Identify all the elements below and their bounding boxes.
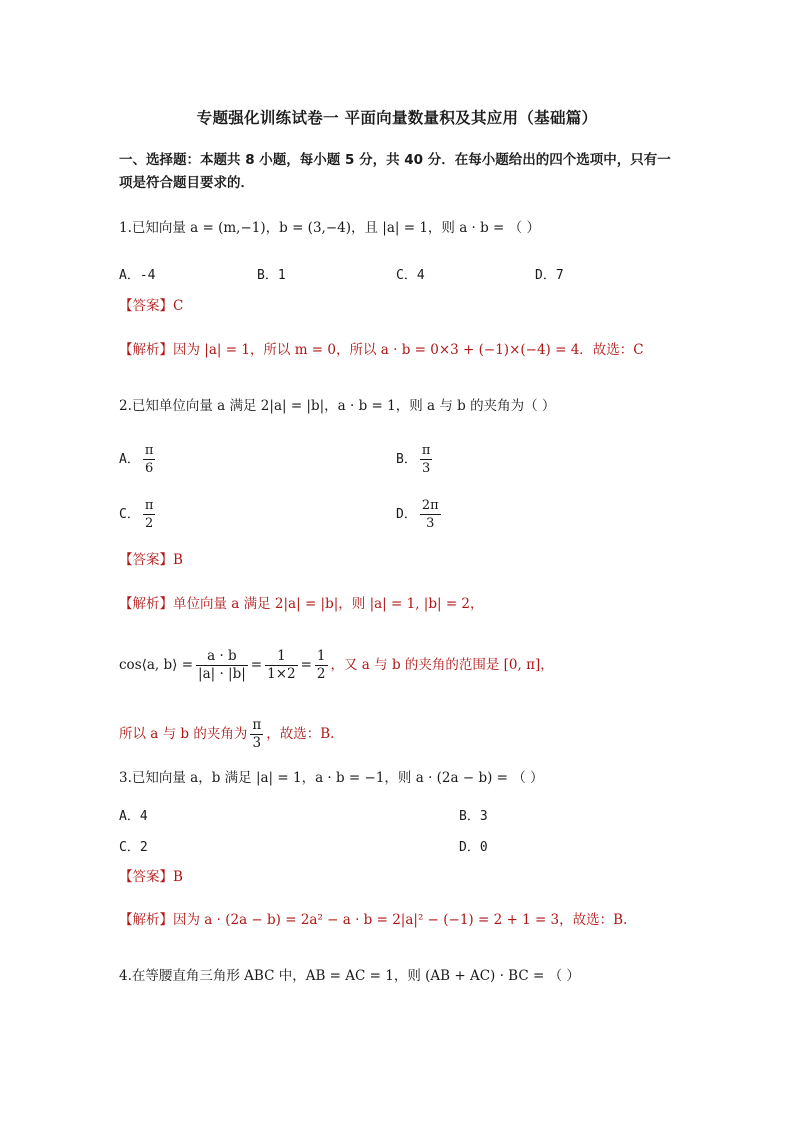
fraction-denominator: 3 bbox=[252, 735, 262, 751]
q2-option-c-label: C． bbox=[119, 507, 140, 522]
q1-answer-row bbox=[119, 296, 183, 316]
fraction-numerator: π bbox=[252, 717, 262, 733]
q1-option-b: B．1 bbox=[257, 268, 286, 283]
q4-stem: 4.在等腰直角三角形 ABC 中，AB = AC = 1，则 (AB + AC) · BC = （ ） bbox=[119, 968, 580, 984]
fraction-denominator: 2 bbox=[144, 516, 154, 531]
analysis-tag: 【解析】 bbox=[119, 596, 173, 612]
q3-option-d: D．0 bbox=[459, 840, 488, 855]
answer-tag: 【答案】 bbox=[119, 552, 173, 568]
q3-answer-row bbox=[119, 867, 183, 887]
q3-stem: 3.已知向量 a，b 满足 |a| = 1，a · b = −1，则 a · (2a − b) = （ ） bbox=[119, 770, 544, 786]
fraction-denominator: 3 bbox=[426, 516, 435, 531]
q2-stem: 2.已知单位向量 a 满足 2|a| = |b|，a · b = 1，则 a 与 b 的夹角为（ ） bbox=[119, 398, 556, 414]
fraction-numerator: π bbox=[421, 443, 431, 458]
q2-answer: B bbox=[173, 552, 183, 568]
fraction-denominator: 2 bbox=[316, 666, 326, 682]
q2-option-c-fraction bbox=[143, 497, 156, 532]
q2-option-b bbox=[396, 442, 435, 477]
fraction-numerator: 1 bbox=[316, 648, 326, 664]
q2-option-d-label: D． bbox=[396, 507, 417, 522]
fraction-numerator: 2π bbox=[421, 498, 439, 513]
q2-cos-expression: cos⟨a, b⟩ = bbox=[119, 657, 194, 673]
q1-analysis: 因为 |a| = 1，所以 m = 0，所以 a · b = 0×3 + (−1)×(−4) = 4．故选：C bbox=[173, 342, 644, 358]
page-title: 专题强化训练试卷一 平面向量数量积及其应用（基础篇） bbox=[196, 109, 598, 127]
equals-sign: = bbox=[300, 657, 312, 673]
analysis-tag: 【解析】 bbox=[119, 912, 173, 928]
fraction-denominator: 1×2 bbox=[267, 666, 296, 682]
q2-option-c bbox=[119, 497, 158, 532]
q2-analysis-row-2 bbox=[119, 648, 554, 683]
q2-fraction-pi-over-three bbox=[250, 717, 263, 752]
section-instructions-line2: 项是符合题目要求的． bbox=[119, 175, 254, 191]
q3-option-a: A．4 bbox=[119, 809, 148, 824]
fraction-numerator: 1 bbox=[265, 648, 298, 666]
q1-option-c: C．4 bbox=[396, 268, 425, 283]
q2-analysis-range: ，又 a 与 b 的夹角的范围是 [0, π]， bbox=[330, 657, 554, 673]
q2-option-a-fraction bbox=[143, 442, 156, 477]
q2-analysis-choice: ，故选：B. bbox=[266, 726, 335, 742]
fraction-denominator: 6 bbox=[144, 461, 154, 476]
q2-option-d-fraction bbox=[420, 497, 441, 532]
equals-sign: = bbox=[250, 657, 263, 673]
q2-option-b-fraction bbox=[420, 442, 433, 477]
q2-fraction-one-over-two-product bbox=[265, 648, 298, 683]
q2-analysis-row-1 bbox=[119, 594, 484, 614]
fraction-denominator: 3 bbox=[421, 461, 431, 476]
q1-analysis-row bbox=[119, 340, 644, 360]
q1-stem: 1.已知向量 a = (m,−1)，b = (3,−4)，且 |a| = 1，则 a · b = （ ） bbox=[119, 220, 540, 236]
q2-fraction-one-half bbox=[315, 648, 328, 683]
q3-option-c: C．2 bbox=[119, 840, 148, 855]
q2-option-a bbox=[119, 442, 158, 477]
q2-option-d bbox=[396, 497, 444, 532]
q1-answer: C bbox=[173, 298, 184, 314]
q2-option-b-label: B． bbox=[396, 452, 417, 467]
q1-option-a: A．-4 bbox=[119, 268, 156, 283]
q2-fraction-dot-over-norms bbox=[196, 648, 248, 683]
section-instructions-line1: 一、选择题：本题共 8 小题，每小题 5 分，共 40 分．在每小题给出的四个选项中，只有一 bbox=[119, 152, 671, 168]
analysis-tag: 【解析】 bbox=[119, 342, 173, 358]
fraction-numerator: a · b bbox=[196, 648, 248, 666]
q3-analysis-row bbox=[119, 910, 627, 930]
q3-analysis: 因为 a · (2a − b) = 2a² − a · b = 2|a|² − (−1) = 2 + 1 = 3，故选：B. bbox=[173, 912, 628, 928]
q2-analysis-row-3 bbox=[119, 717, 334, 752]
fraction-denominator: |a| · |b| bbox=[198, 666, 246, 682]
answer-tag: 【答案】 bbox=[119, 298, 173, 314]
q3-answer: B bbox=[173, 869, 183, 885]
fraction-numerator: π bbox=[144, 443, 154, 458]
fraction-numerator: π bbox=[144, 498, 154, 513]
answer-tag: 【答案】 bbox=[119, 869, 173, 885]
q2-answer-row bbox=[119, 550, 183, 570]
q2-option-a-label: A． bbox=[119, 452, 140, 467]
q1-option-d: D．7 bbox=[535, 268, 564, 283]
q3-option-b: B．3 bbox=[459, 809, 488, 824]
q2-analysis-line1: 单位向量 a 满足 2|a| = |b|，则 |a| = 1, |b| = 2， bbox=[173, 596, 484, 612]
q2-analysis-conclusion: 所以 a 与 b 的夹角为 bbox=[119, 726, 248, 742]
